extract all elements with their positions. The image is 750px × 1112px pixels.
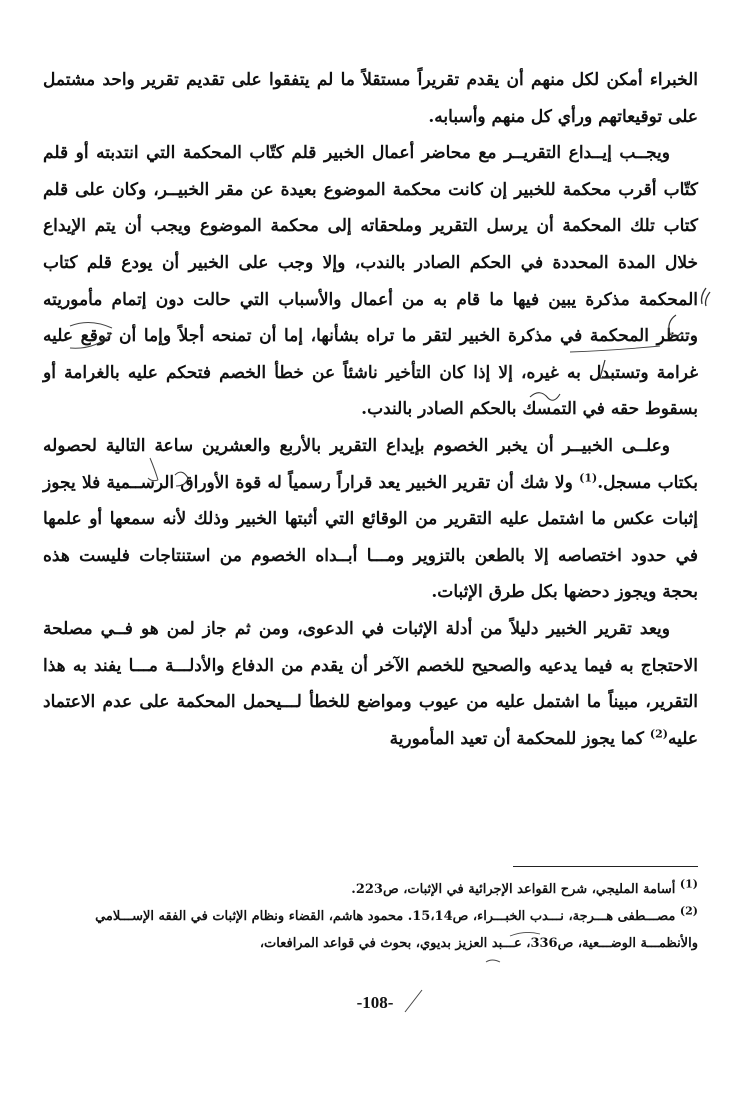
footnote-ref-1: (1) (579, 470, 598, 484)
paragraph-4-continuation: كما يجوز للمحكمة أن تعيد المأمورية (389, 728, 644, 749)
pen-mark-bracket (702, 288, 711, 306)
body-text (43, 62, 698, 757)
footnote-2-text: مصـــطفى هـــرجة، نـــدب الخبـــراء، ص15،14. محمود هاشم، القضاء ونظام الإثبات في الفقه الإســـلامي والأنظمـــة الوضـــعية، ص336، عـــبد العزيز بديوي، بحوث في قواعد المرافعات، (95, 909, 698, 951)
footnotes (43, 876, 698, 957)
footnote-separator (513, 866, 698, 867)
footnote-ref-2: (2) (649, 727, 668, 741)
paragraph-4 (43, 611, 698, 757)
footnote-1 (43, 876, 698, 903)
paragraph-2: ويجــب إيــداع التقريــر مع محاضر أعمال الخبير قلم كتّاب المحكمة التي انتدبته أو قلم كتّاب أقرب محكمة للخبير إن كانت محكمة الموضوع بعيدة عن مقر الخبيــر، وكان على قلم كتاب تلك المحكمة أن يرسل التقرير وملحقاته إلى محكمة الموضوع ويجب أن يتم الإيداع خلال المدة المحددة في الحكم الصادر بالندب، وإلا وجب على الخبير أن يودع قلم كتاب المحكمة مذكرة يبين فيها ما قام به من أعمال والأسباب التي حالت دون إتمام مأموريته وتنظر المحكمة في مذكرة الخبير لتقر ما تراه بشأنها، إما أن تمنحه أجلاً وإما أن توقع عليه غرامة وتستبدل به غيره، إلا إذا كان التأخير ناشئاً عن خطأ الخصم فتحكم عليه بالغرامة أو بسقوط حقه في التمسك بالحكم الصادر بالندب. (43, 143, 698, 420)
paragraph-1: الخبراء أمكن لكل منهم أن يقدم تقريراً مستقلاً ما لم يتفقوا على تقديم تقرير واحد مشتمل على توقيعاتهم ورأي كل منهم وأسبابه. (43, 70, 698, 127)
page-number: -108- (356, 993, 394, 1012)
paragraph-3-continuation: ولا شك أن تقرير الخبير يعد قراراً رسمياً له قوة الأوراق الرســمية فلا يجوز إثبات عكس ما اشتمل عليه التقرير من الوقائع التي أثبتها الخبير وذلك لأنه سمعها أو علمها في حدود اختصاصه إلا بالطعن بالتزوير ومـــا أبــداه الخصوم من استنتاجات فليست هذه بحجة ويجوز دحضها بكل طرق الإثبات. (43, 472, 698, 603)
paragraph-4-text: ويعد تقرير الخبير دليلاً من أدلة الإثبات في الدعوى، ومن ثم جاز لمن هو فــي مصلحة الاحتجاج به فيما يدعيه والصحيح للخصم الآخر أن يقدم من الدفاع والأدلـــة مـــا يفند به هذا التقرير، مبيناً ما اشتمل عليه من عيوب ومواضع للخطأ لـــيحمل المحكمة على عدم الاعتماد عليه (43, 618, 698, 749)
pen-mark-footnote-hook (486, 960, 500, 962)
footnote-2 (43, 903, 698, 957)
paragraph-3 (43, 428, 698, 611)
footnote-1-marker: (1) (679, 877, 698, 891)
paragraph-3-text: وعلــى الخبيــر أن يخبر الخصوم بإيداع التقرير بالأربع والعشرين ساعة التالية لحصوله بكتاب مسجل. (43, 435, 698, 493)
footnote-2-marker: (2) (679, 904, 698, 918)
footnote-1-text: أسامة المليجي، شرح القواعد الإجرائية في الإثبات، ص223. (351, 882, 676, 897)
